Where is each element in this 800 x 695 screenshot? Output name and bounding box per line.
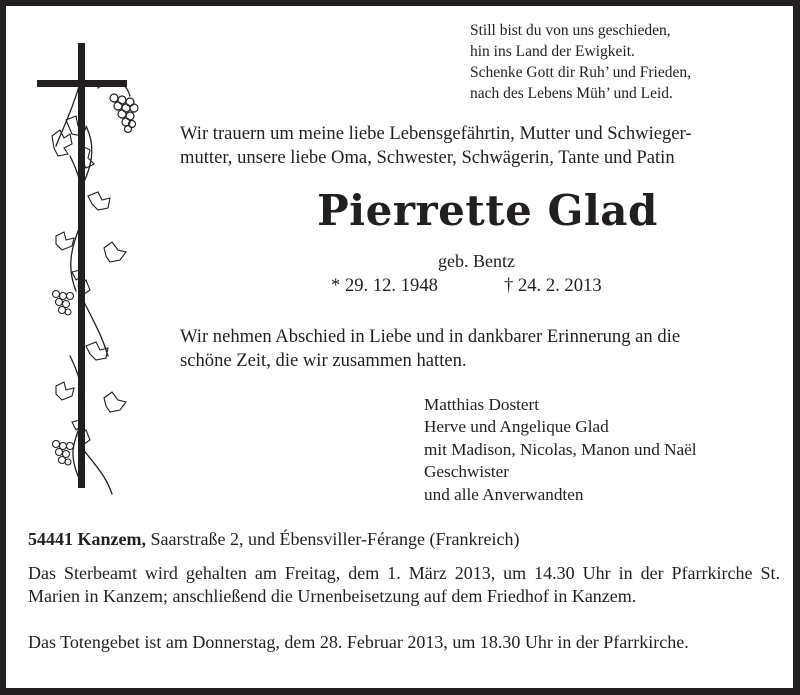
poem-line: Still bist du von uns geschieden, xyxy=(470,22,671,39)
address-city: 54441 Kanzem, xyxy=(28,529,146,549)
mourning-intro xyxy=(180,122,692,170)
mourner: Geschwister xyxy=(424,462,509,482)
obituary-notice xyxy=(6,6,793,688)
poem-line: Schenke Gott dir Ruh’ und Frieden, xyxy=(470,64,691,81)
requiem-info: Das Sterbeamt wird gehalten am Freitag, dem 1. März 2013, um 14.30 Uhr in der Pfarrkirche St. Marien in Kanzem; anschließend die Urnenbeisetzung auf dem Friedhof in Kanzem. xyxy=(28,563,780,606)
mourner: und alle Anverwandten xyxy=(424,484,584,504)
farewell-line: Wir nehmen Abschied in Liebe und in dankbarer Erinnerung an die xyxy=(180,326,681,347)
prayer-info: Das Totengebet ist am Donnerstag, dem 28. Februar 2013, um 18.30 Uhr in der Pfarrkirche. xyxy=(28,632,689,652)
poem-line: hin ins Land der Ewigkeit. xyxy=(470,43,635,60)
mourner: Herve und Angelique Glad xyxy=(424,417,609,437)
birth-name: geb. Bentz xyxy=(438,251,515,271)
death-date: † 24. 2. 2013 xyxy=(504,275,602,296)
address-details: Saarstraße 2, und Ébensviller-Férange (Frankreich) xyxy=(145,529,520,549)
deceased-name: Pierrette Glad xyxy=(317,186,658,235)
mourners-list xyxy=(424,394,697,506)
mourner: mit Madison, Nicolas, Manon und Naël xyxy=(424,439,697,459)
intro-line: Wir trauern um meine liebe Lebensgefährtin, Mutter und Schwieger- xyxy=(180,123,692,144)
poem-line: nach des Lebens Müh’ und Leid. xyxy=(470,85,673,102)
farewell-line: schöne Zeit, die wir zusammen hatten. xyxy=(180,350,467,371)
farewell-text xyxy=(180,325,680,373)
mourner: Matthias Dostert xyxy=(424,395,540,414)
memorial-poem xyxy=(470,20,691,104)
intro-line: mutter, unsere liebe Oma, Schwester, Schwägerin, Tante und Patin xyxy=(180,147,675,168)
address-line xyxy=(28,528,519,550)
birth-date: * 29. 12. 1948 xyxy=(331,275,438,296)
